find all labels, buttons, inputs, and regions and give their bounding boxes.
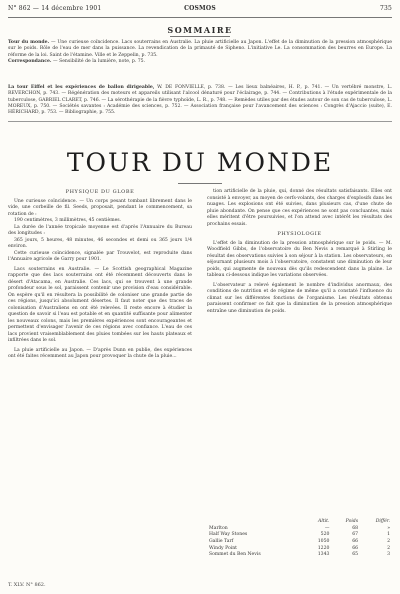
correspondance-lead: Correspondance.	[8, 58, 52, 64]
issue-info: N° 862 — 14 décembre 1901	[8, 5, 102, 12]
page-number: 735	[379, 5, 392, 12]
station-cell: Gallie Tarf	[209, 538, 234, 544]
left-column	[8, 189, 192, 361]
section-title-rule	[178, 183, 222, 184]
paragraph: L'observateur a relevé également le nombre d'individus anormaux, des conditions de nutrition et de régime de même qu'il a constaté l'influence du climat sur les différentes fonctions de l'organisme. Les résultats obtenus paraissent confirmer ce fait que la diminution de la pression atmosphérique entraîne une diminution de poids.	[207, 282, 392, 314]
journal-name: COSMOS	[184, 5, 216, 12]
altitude-cell: 1050	[317, 538, 330, 544]
running-head	[8, 5, 392, 17]
table-row	[207, 538, 392, 545]
summary-tour-du-monde	[8, 40, 392, 65]
paragraph: 365 jours, 5 heures, 48 minutes, 46 secondes et demi ou 365 jours 1/4 environ.	[8, 237, 192, 249]
paragraph: Lacs souterrains en Australie. — Le Scottish geographical Magazine rapporte que des lacs souterrains ont été récemment découverts dans le désert d'Atacama, en Australie. Ces lacs, qui se trouvent à une grande profondeur sous le sol, paraissent contenir une provision d'eau considérable. On espère qu'il en résultera la possibilité de coloniser une grande partie de ces régions, jusqu'ici absolument désertes. Il faut noter que des traces de colonisation d'Australiens en ont été relevées. Il reste encore à étudier la question de savoir si l'eau est potable et en quantité suffisante pour alimenter les nouveaux colons, mais les premières expériences sont encourageantes et permettent d'envisager l'avenir de ces régions avec confiance. L'eau de ces lacs provient vraisemblablement des pluies tombées sur les hauts plateaux et infiltrées dans le sol.	[8, 266, 192, 343]
section-divider	[8, 121, 392, 122]
table-header: Altit.	[318, 519, 330, 524]
paragraph: L'effet de la diminution de la pression atmosphérique sur le poids. — M. Woodfield Gibbs, de l'observatoire du Ben Nevis a remarqué à Stirling le résultat des observations suivies à son séjour à la station. Les observateurs, en séjournant plusieurs mois à l'observatoire, constatent une diminution de leur poids, qui augmente de nouveau dès qu'ils redescendent dans la plaine. Le tableau ci-dessous indique les variations observées.	[207, 240, 392, 278]
weight-cell: 65	[352, 552, 359, 558]
sommaire-heading: SOMMAIRE	[167, 25, 233, 35]
table-row	[207, 545, 392, 552]
paragraph: La pluie artificielle au Japon. — D'après Dunn en publie, des expériences ont été faites récemment au Japon pour provoquer la chute de la pluie...	[8, 347, 192, 359]
altitude-cell: —	[324, 525, 330, 531]
station-cell: Sommet du Ben Nevis	[209, 552, 261, 558]
correspondance-text: — Sensibilité de la lumière, note, p. 75.	[53, 58, 146, 64]
page-footer: T. XLV. N° 862.	[8, 582, 46, 588]
header-rule	[8, 17, 392, 18]
paragraph: 190 centimètres, 3 millimètres, 45 centièmes.	[14, 218, 122, 223]
weight-cell: 66	[352, 538, 359, 544]
section-title: TOUR DU MONDE	[66, 148, 334, 177]
paragraph: La durée de l'année tropicale moyenne est d'après l'Annuaire du Bureau des longitudes :	[8, 224, 192, 236]
station-cell: Half Way Stones	[209, 532, 248, 538]
diff-cell: 2	[387, 545, 390, 551]
table-row	[207, 532, 392, 539]
paragraph: Une curieuse coïncidence. — Un corps pesant tombant librement dans le vide, une corbeille de fil. Seeds, proposait, pendant le commencement, sa rotation de :	[8, 198, 192, 217]
subhead-physique: PHYSIQUE DU GLOBE	[65, 189, 135, 195]
right-column	[207, 189, 392, 315]
articles-text: W. DE FONVIELLE, p. 738. — Les lieux balnéaires, H. P., p. 741. — Un vertébré monstre, L. REVERCHON, p. 743. — Régénération des moteurs et appareils utilisant l'alcool dénaturé pour l'éclairage, p. 744. — Contributions à l'étude expérimentale de la tuberculose, GABRIEL CLARET, p. 746. — La sérothérapie de la fièvre typhoïde, L. R., p. 748. — Remèdes utiles par des études autour de son cas de tuberculose, L. MOREUX, p. 750. — Sociétés savantes : Académie des sciences, p. 752. — Association française pour l'avancement des sciences : Congrès d'Ajaccio (suite), E. HÉRICHARD, p. 753. — Bibliographie, p. 755.	[8, 85, 392, 116]
diff-cell: 2	[387, 538, 390, 544]
sommaire-rule	[170, 36, 230, 37]
table-header: Différ.	[375, 519, 390, 524]
diff-cell: 1	[387, 532, 390, 538]
altitude-cell: 1343	[317, 552, 330, 558]
table-header: Poids	[345, 519, 359, 524]
weight-cell: 68	[352, 525, 359, 531]
issue-number: N° 862	[8, 5, 31, 12]
summary-articles	[8, 85, 392, 116]
weight-altitude-table	[207, 519, 392, 558]
table-row	[207, 551, 392, 558]
issue-date: 14 décembre 1901	[41, 5, 102, 12]
paragraph: tion artificielle de la pluie, qui, donné des résultats satisfaisants. Elles ont consisté à envoyer, au moyen de cerfs-volants, des charges d'explosifs dans les nuages. Les explosions ont été suivies, dans plusieurs cas, d'une chute de pluie abondante. On pense que ces expériences ne sont pas concluantes, mais elles méritent d'être poursuivies, et l'on attend avec intérêt les résultats des prochains essais.	[207, 189, 392, 227]
station-cell: Marlton	[209, 525, 228, 531]
diff-cell: 3	[387, 552, 390, 558]
paragraph: Cette curieuse coïncidence, signalée par Trouvelot, est reproduite dans l'Annuaire agricole de Garry pour 1901.	[8, 250, 192, 262]
articles-lead: La tour Eiffel et les expériences de ballon dirigeable,	[8, 85, 155, 90]
subhead-physiologie: PHYSIOLOGIE	[277, 231, 322, 237]
altitude-cell: 520	[320, 532, 330, 538]
station-cell: Windy Point	[209, 545, 238, 551]
summary-text: — Une curieuse coïncidence. Lacs souterrains en Australie. La pluie artificielle au Japon. L'effet de la diminution de la pression atmosphérique sur le poids. Rôle de l'eau de mer dans la puissance. La revendication de la primauté de Sipheno. L'initiative Le. La consommation des beurres en Europe. La réforme de la loi. Saint de l'étamine. Ville et le Zeppelin, p. 735.	[8, 40, 392, 58]
table-row	[207, 525, 392, 532]
altitude-cell: 1220	[317, 545, 330, 551]
summary-lead: Tour du monde.	[8, 40, 50, 45]
weight-cell: 66	[352, 545, 359, 551]
diff-cell: »	[387, 525, 390, 531]
weight-cell: 67	[352, 532, 359, 538]
